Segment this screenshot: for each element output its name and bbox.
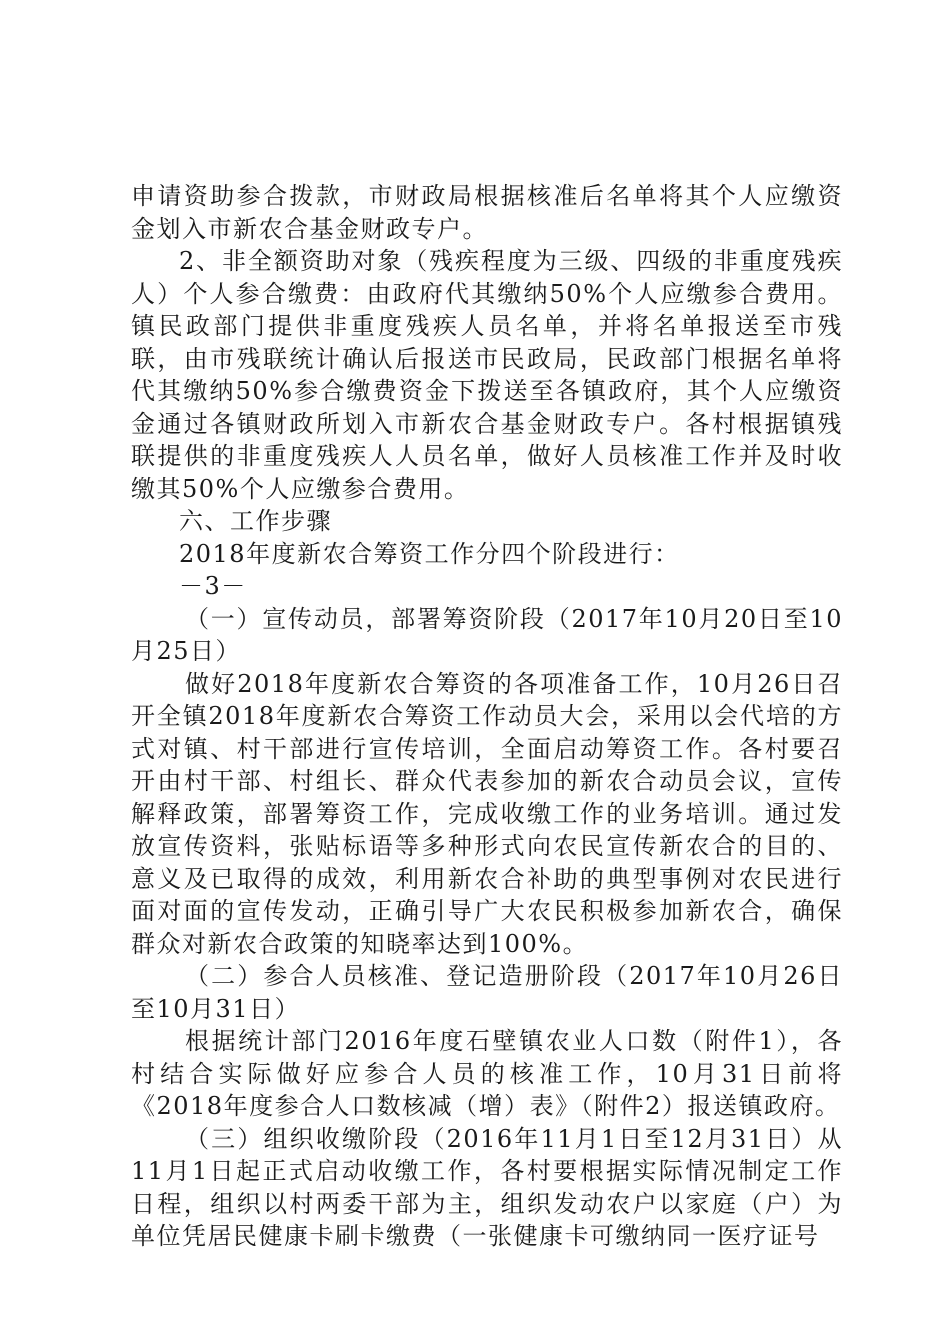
section-heading-work-steps: 六、工作步骤 [179, 507, 332, 535]
page-number: －3－ [179, 572, 247, 600]
paragraph-partial-subsidy: 2、非全额资助对象（残疾程度为三级、四级的非重度残疾人）个人参合缴费：由政府代其缴纳50%个人应缴参合费用。镇民政部门提供非重度残疾人员名单，并将名单报送至市残联，由市残联统计确认后报送市民政局，民政部门根据名单将代其缴纳50%参合缴费资金下拨送至各镇政府，其个人应缴资金通过各镇财政所划入市新农合基金财政专户。各村根据镇残联提供的非重度残疾人人员名单，做好人员核准工作并及时收缴其50%个人应缴参合费用。 [131, 247, 843, 503]
document-body [131, 180, 843, 1253]
paragraph-four-stages: 2018年度新农合筹资工作分四个阶段进行： [179, 539, 680, 568]
stage-heading-verification: （二）参合人员核准、登记造册阶段（2017年10月26日至10月31日） [131, 962, 843, 1023]
paragraph-publicity: 做好2018年度新农合筹资的各项准备工作，10月26日召开全镇2018年度新农合筹资工作动员大会，采用以会代培的方式对镇、村干部进行宣传培训，全面启动筹资工作。各村要召开由村干部、村组长、群众代表参加的新农合动员会议，宣传解释政策，部署筹资工作，完成收缴工作的业务培训。通过发放宣传资料，张贴标语等多种形式向农民宣传新农合的目的、意义及已取得的成效，利用新农合补助的典型事例对农民进行面对面的宣传发动，正确引导广大农民积极参加新农合，确保群众对新农合政策的知晓率达到100%。 [131, 669, 843, 958]
paragraph-fund-transfer: 申请资助参合拨款，市财政局根据核准后名单将其个人应缴资金划入市新农合基金财政专户。 [131, 182, 843, 243]
paragraph-verification: 根据统计部门2016年度石壁镇农业人口数（附件1），各村结合实际做好应参合人员的核准工作，10月31日前将《2018年度参合人口数核减（增）表》（附件2）报送镇政府。 [131, 1027, 843, 1120]
stage-heading-collection: （三）组织收缴阶段（2016年11月1日至12月31日）从11月1日起正式启动收缴工作，各村要根据实际情况制定工作日程，组织以村两委干部为主，组织发动农户以家庭（户）为单位凭居民健康卡刷卡缴费（一张健康卡可缴纳同一医疗证号 [131, 1124, 843, 1250]
stage-heading-publicity: （一）宣传动员，部署筹资阶段（2017年10月20日至10月25日） [131, 604, 843, 665]
